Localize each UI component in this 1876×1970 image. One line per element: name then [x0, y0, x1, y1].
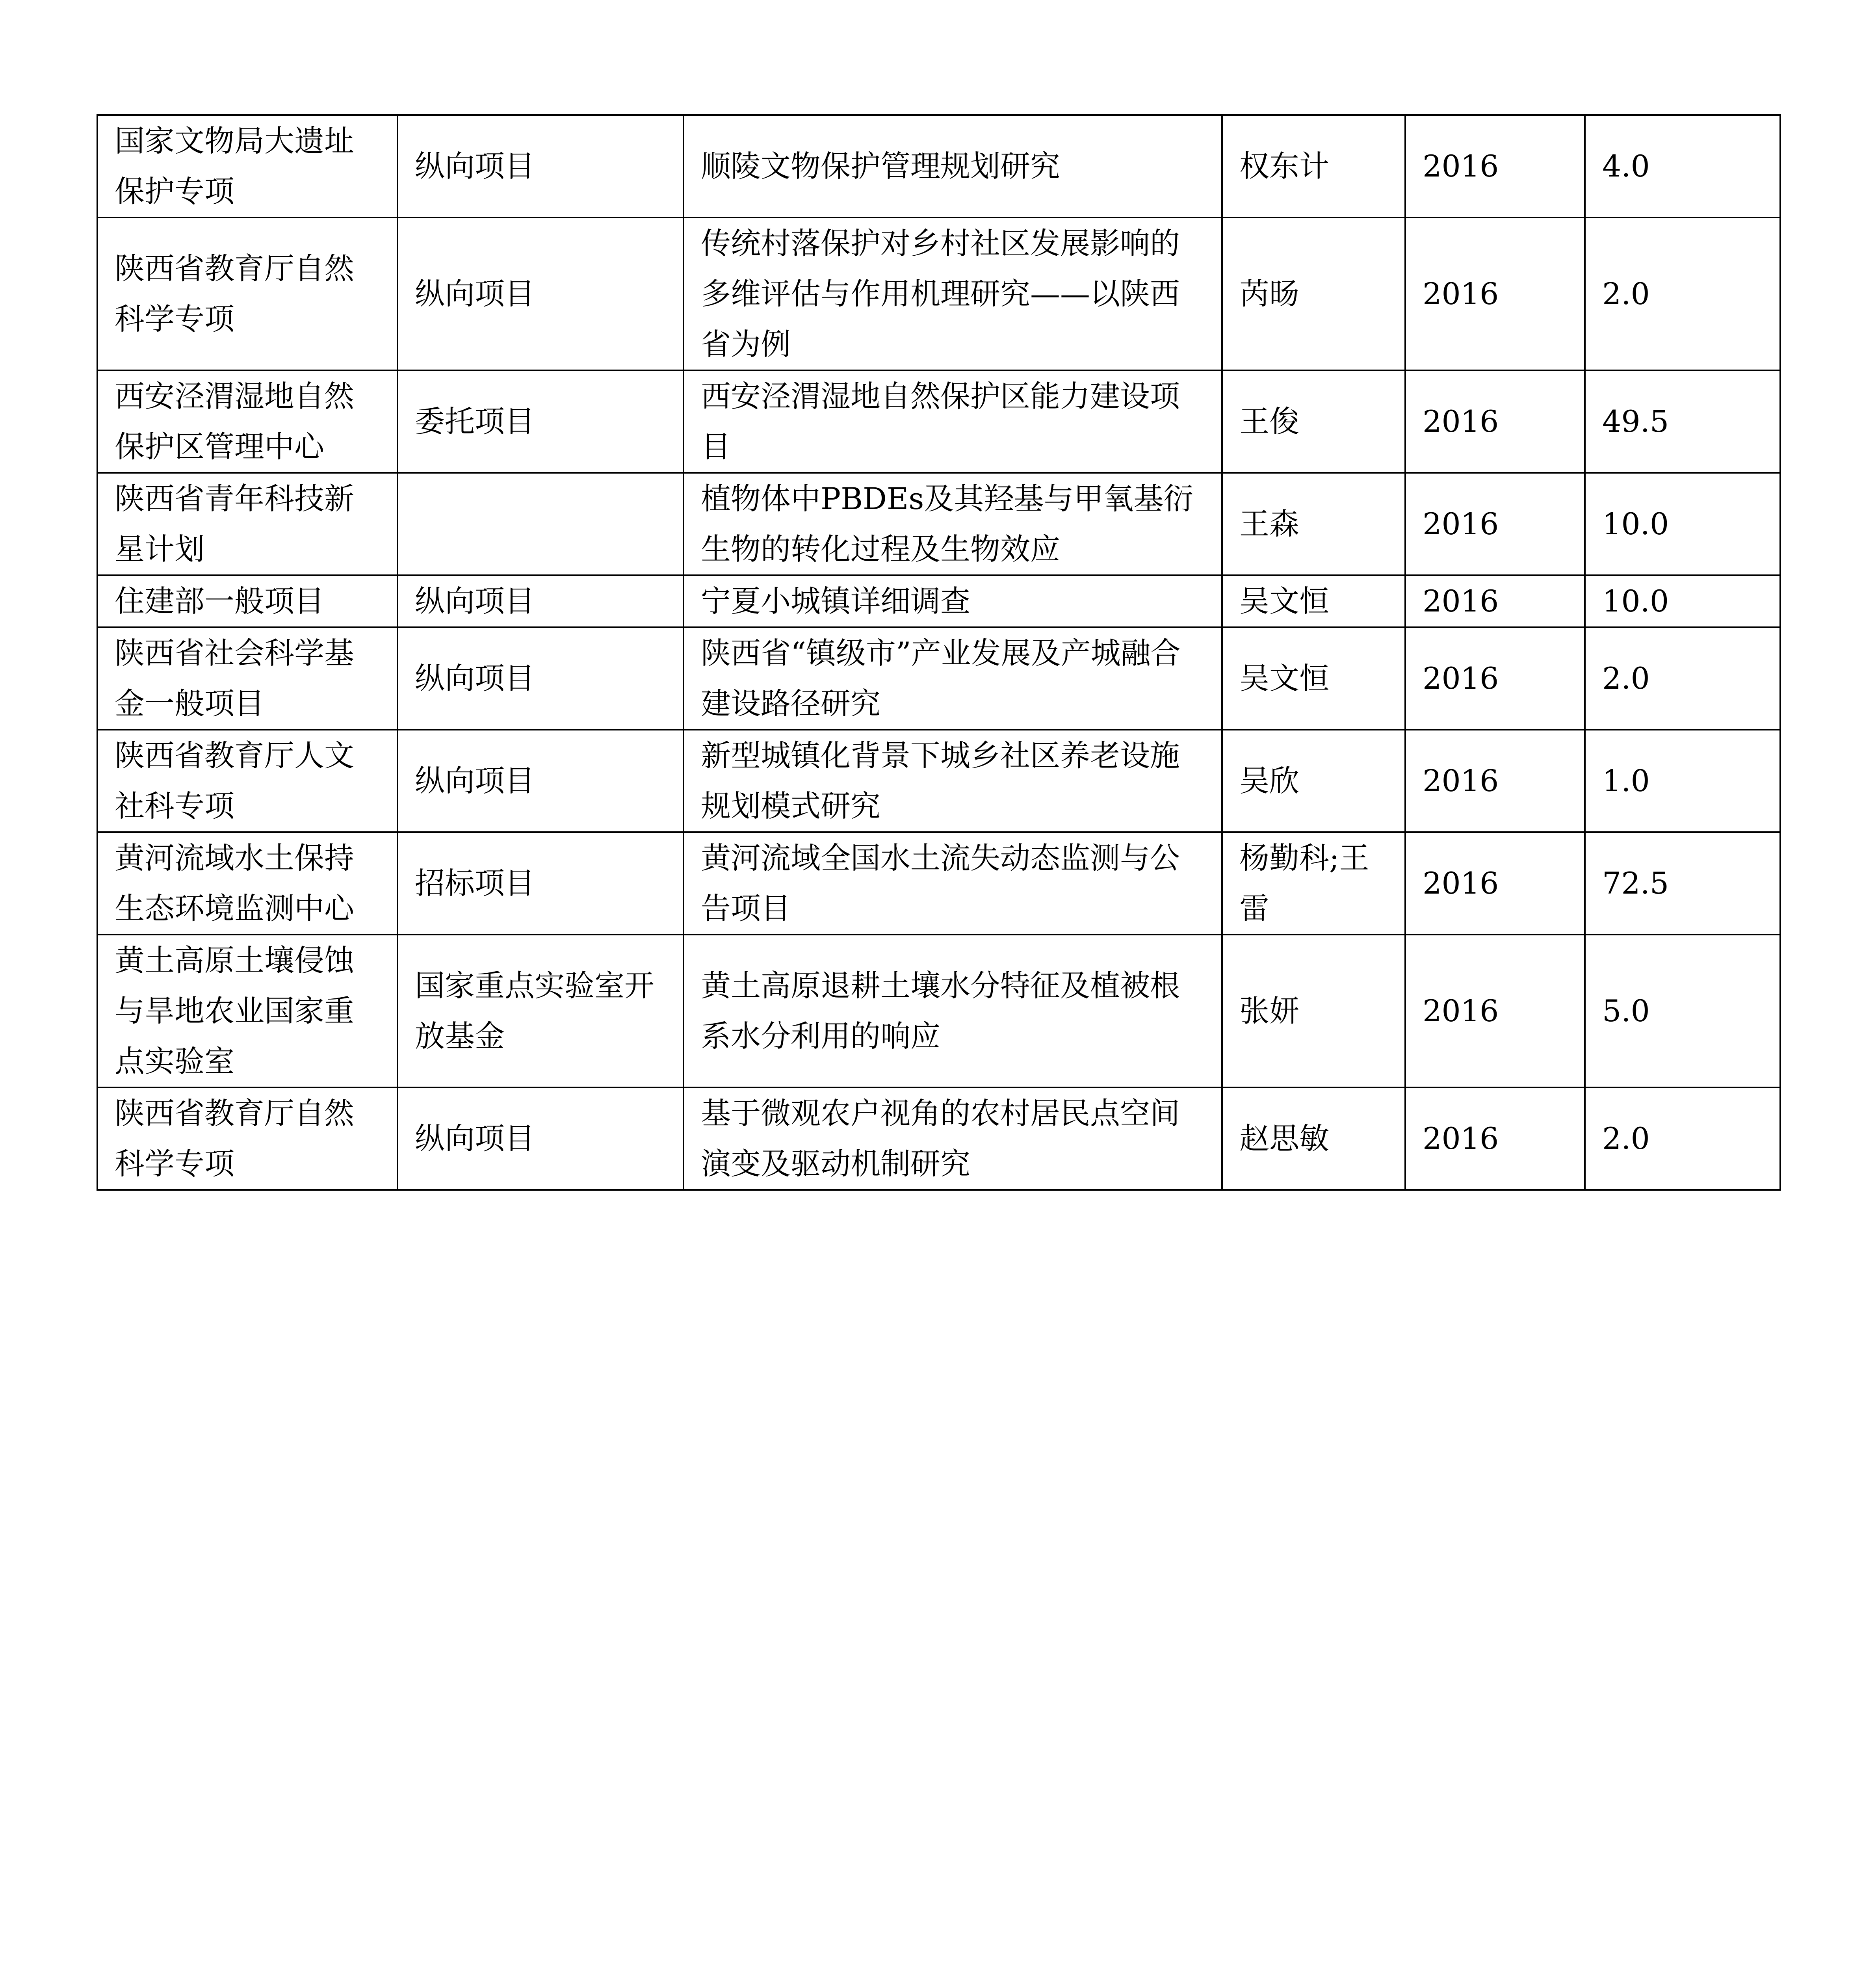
project-leader: 吴文恒: [1222, 575, 1405, 627]
project-title: 黄土高原退耕土壤水分特征及植被根系水分利用的响应: [684, 935, 1222, 1087]
table-row: [97, 217, 1780, 370]
project-funding: 10.0: [1585, 575, 1780, 627]
project-source: 陕西省教育厅人文社科专项: [97, 730, 397, 832]
project-year: 2016: [1405, 473, 1585, 575]
table-row: [97, 473, 1780, 575]
project-title: 传统村落保护对乡村社区发展影响的多维评估与作用机理研究——以陕西省为例: [684, 217, 1222, 370]
project-funding: 1.0: [1585, 730, 1780, 832]
project-year: 2016: [1405, 370, 1585, 473]
project-category: 纵向项目: [397, 575, 684, 627]
table-row: [97, 627, 1780, 730]
project-funding: 2.0: [1585, 627, 1780, 730]
project-leader: 王俊: [1222, 370, 1405, 473]
project-funding: 4.0: [1585, 115, 1780, 217]
projects-table: [97, 114, 1781, 1191]
project-category: 纵向项目: [397, 730, 684, 832]
project-leader: 张妍: [1222, 935, 1405, 1087]
project-source: 陕西省教育厅自然科学专项: [97, 217, 397, 370]
table-row: [97, 1087, 1780, 1190]
project-category: 纵向项目: [397, 1087, 684, 1190]
project-source: 陕西省青年科技新星计划: [97, 473, 397, 575]
project-title: 植物体中PBDEs及其羟基与甲氧基衍生物的转化过程及生物效应: [684, 473, 1222, 575]
project-funding: 5.0: [1585, 935, 1780, 1087]
project-category: [397, 473, 684, 575]
project-category: 国家重点实验室开放基金: [397, 935, 684, 1087]
table-row: [97, 575, 1780, 627]
project-leader: 杨勤科;王雷: [1222, 832, 1405, 935]
project-funding: 10.0: [1585, 473, 1780, 575]
project-year: 2016: [1405, 730, 1585, 832]
table-row: [97, 730, 1780, 832]
project-leader: 芮旸: [1222, 217, 1405, 370]
project-year: 2016: [1405, 935, 1585, 1087]
project-source: 黄河流域水土保持生态环境监测中心: [97, 832, 397, 935]
project-title: 西安泾渭湿地自然保护区能力建设项目: [684, 370, 1222, 473]
project-year: 2016: [1405, 832, 1585, 935]
project-title: 新型城镇化背景下城乡社区养老设施规划模式研究: [684, 730, 1222, 832]
table-row: [97, 832, 1780, 935]
project-funding: 49.5: [1585, 370, 1780, 473]
project-category: 招标项目: [397, 832, 684, 935]
project-year: 2016: [1405, 575, 1585, 627]
project-title: 基于微观农户视角的农村居民点空间演变及驱动机制研究: [684, 1087, 1222, 1190]
project-leader: 赵思敏: [1222, 1087, 1405, 1190]
project-title: 黄河流域全国水土流失动态监测与公告项目: [684, 832, 1222, 935]
project-title: 宁夏小城镇详细调查: [684, 575, 1222, 627]
project-source: 陕西省教育厅自然科学专项: [97, 1087, 397, 1190]
project-category: 纵向项目: [397, 115, 684, 217]
table-row: [97, 115, 1780, 217]
project-funding: 72.5: [1585, 832, 1780, 935]
project-leader: 权东计: [1222, 115, 1405, 217]
project-leader: 吴欣: [1222, 730, 1405, 832]
project-title: 顺陵文物保护管理规划研究: [684, 115, 1222, 217]
project-leader: 吴文恒: [1222, 627, 1405, 730]
project-source: 陕西省社会科学基金一般项目: [97, 627, 397, 730]
project-category: 委托项目: [397, 370, 684, 473]
project-category: 纵向项目: [397, 217, 684, 370]
project-title: 陕西省“镇级市”产业发展及产城融合建设路径研究: [684, 627, 1222, 730]
project-source: 西安泾渭湿地自然保护区管理中心: [97, 370, 397, 473]
project-funding: 2.0: [1585, 217, 1780, 370]
project-source: 住建部一般项目: [97, 575, 397, 627]
project-year: 2016: [1405, 115, 1585, 217]
project-funding: 2.0: [1585, 1087, 1780, 1190]
project-year: 2016: [1405, 627, 1585, 730]
table-row: [97, 935, 1780, 1087]
project-source: 黄土高原土壤侵蚀与旱地农业国家重点实验室: [97, 935, 397, 1087]
project-category: 纵向项目: [397, 627, 684, 730]
project-source: 国家文物局大遗址保护专项: [97, 115, 397, 217]
project-year: 2016: [1405, 217, 1585, 370]
table-row: [97, 370, 1780, 473]
project-year: 2016: [1405, 1087, 1585, 1190]
project-leader: 王森: [1222, 473, 1405, 575]
